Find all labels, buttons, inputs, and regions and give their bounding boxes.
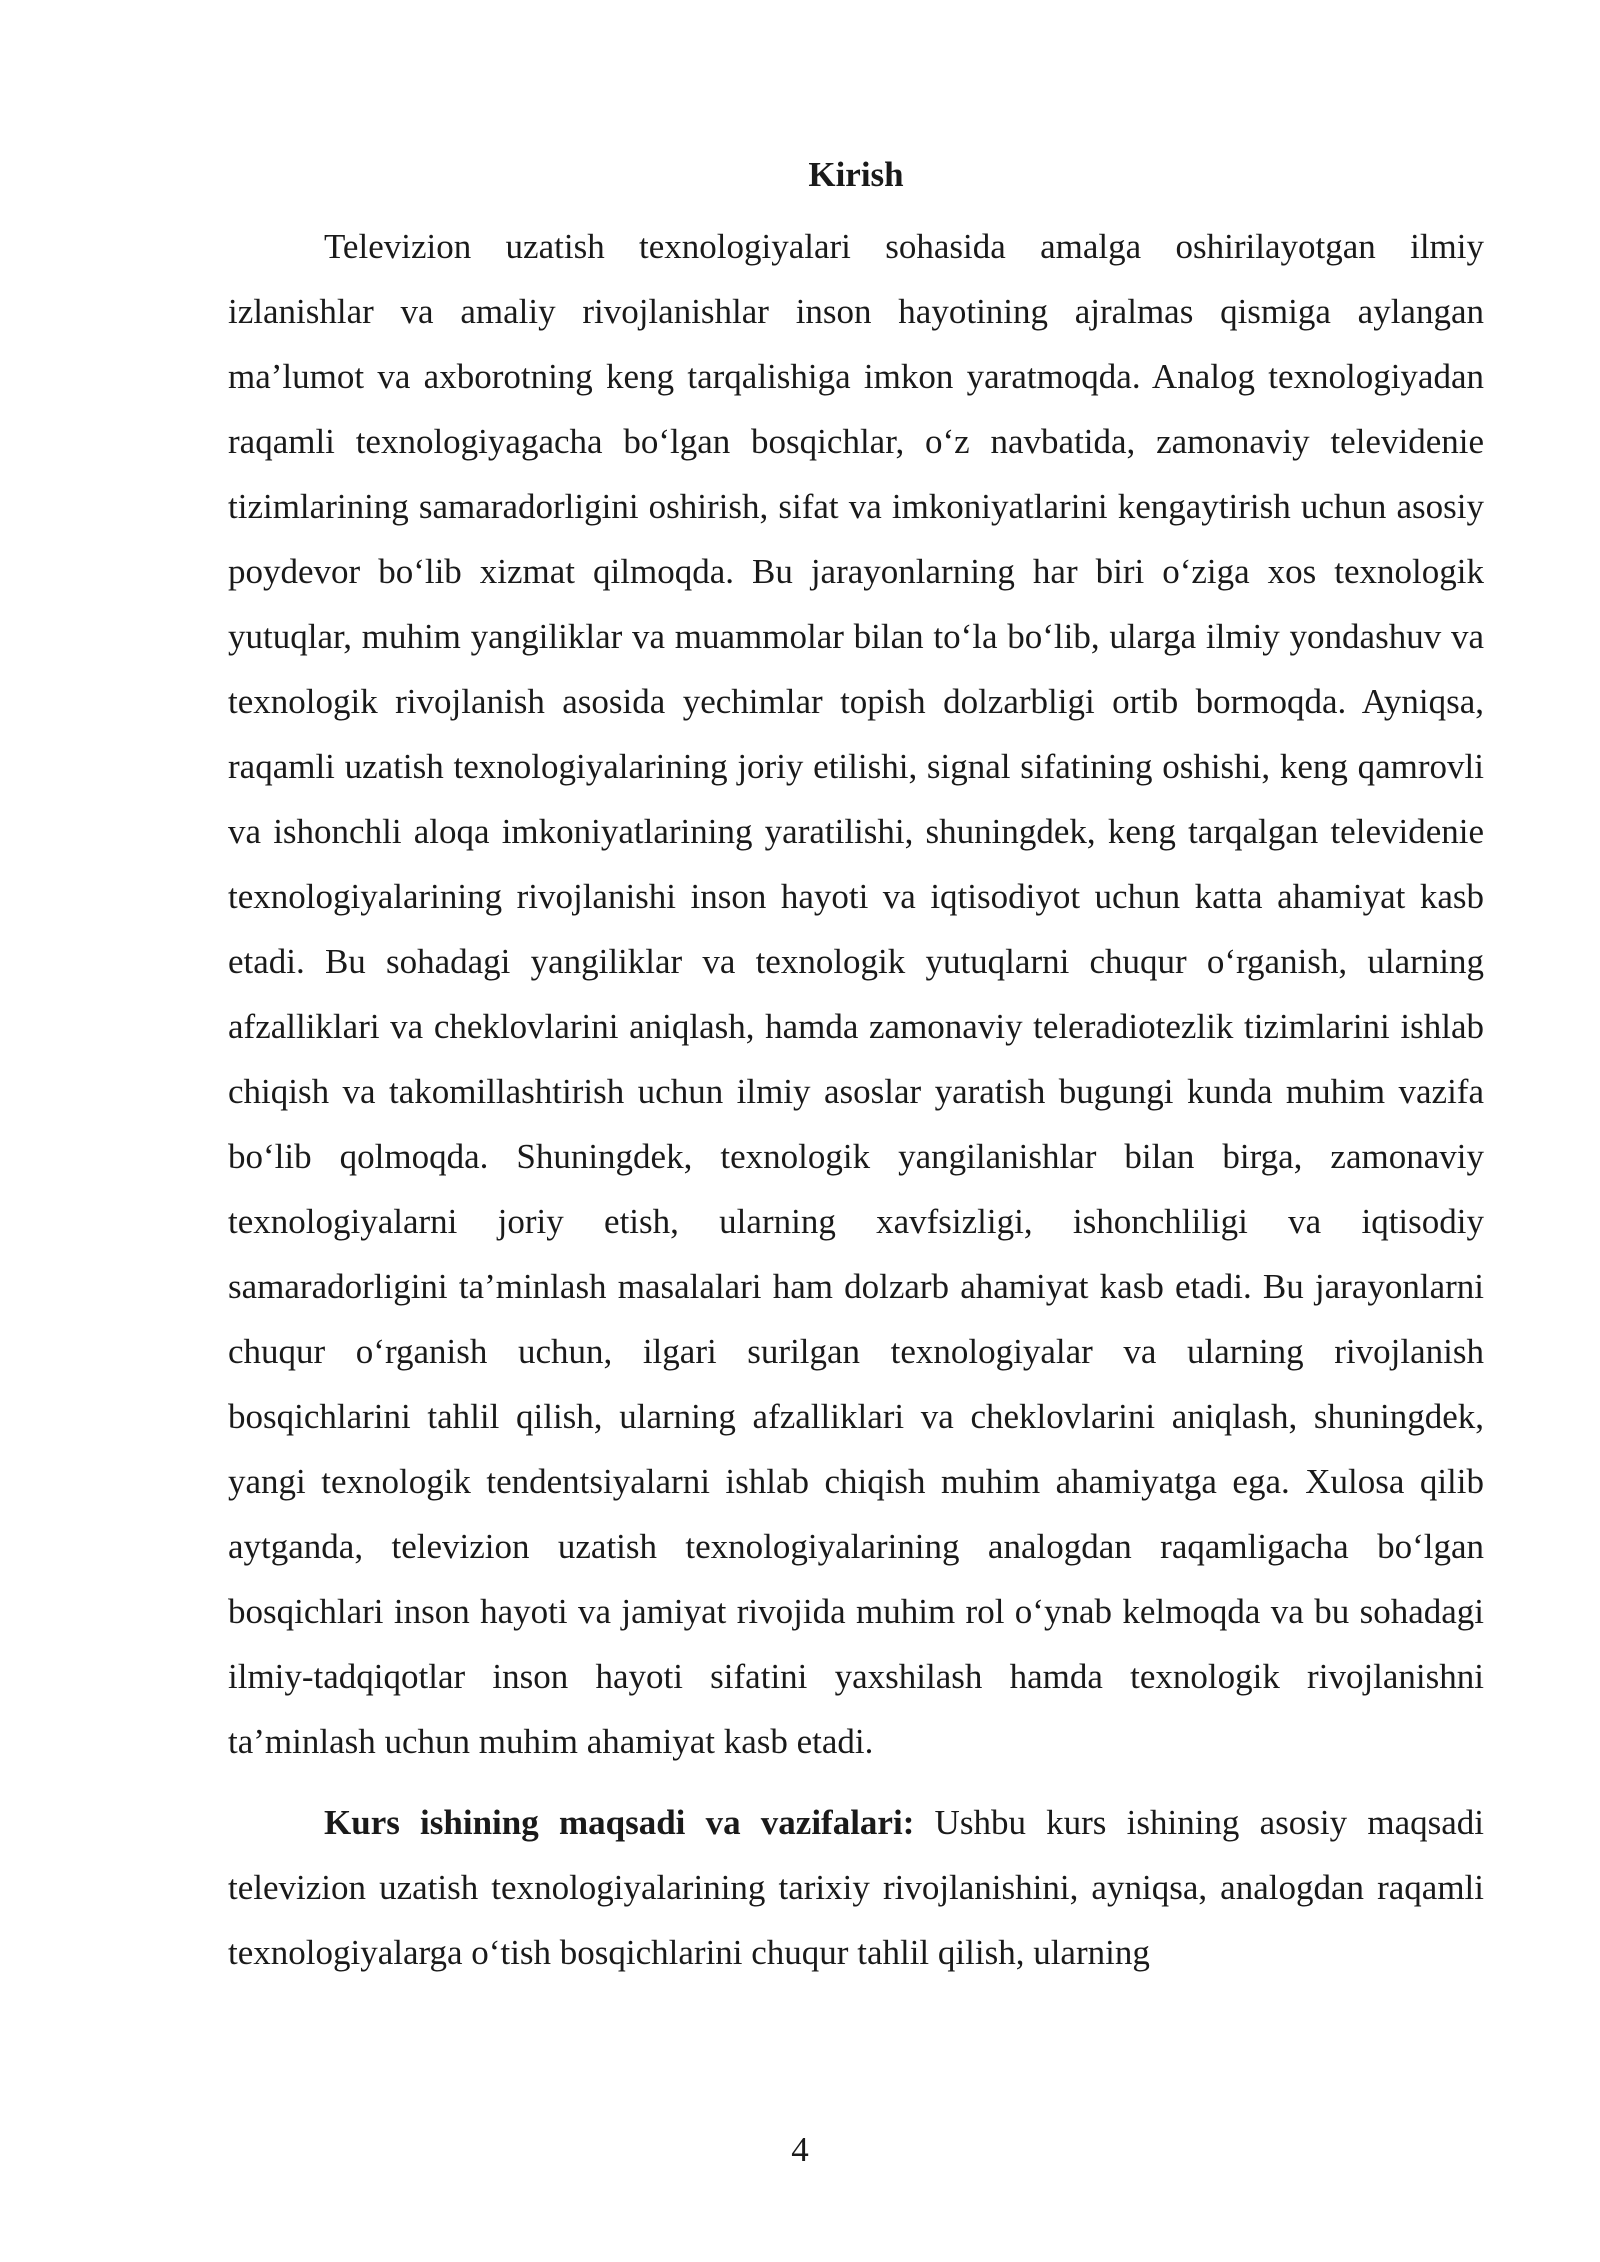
goals-text: Ushbu kurs ishining asosiy maqsadi televizion uzatish texnologiyalarining tarixiy rivojlanishini, ayniqsa, analogdan raqamli texnologiyalarga o‘tish bosqichlarini chuqur tahlil qilish, ularning	[228, 1803, 1484, 1972]
intro-paragraph: Televizion uzatish texnologiyalari sohasida amalga oshirilayotgan ilmiy izlanishlar va amaliy rivojlanishlar inson hayotining ajralmas qismiga aylangan ma’lumot va axborotning keng tarqalishiga imkon yaratmoqda. Analog texnologiyadan raqamli texnologiyagacha bo‘lgan bosqichlar, o‘z navbatida, zamonaviy televidenie tizimlarining samaradorligini oshirish, sifat va imkoniyatlarini kengaytirish uchun asosiy poydevor bo‘lib xizmat qilmoqda. Bu jarayonlarning har biri o‘ziga xos texnologik yutuqlar, muhim yangiliklar va muammolar bilan to‘la bo‘lib, ularga ilmiy yondashuv va texnologik rivojlanish asosida yechimlar topish dolzarbligi ortib bormoqda. Ayniqsa, raqamli uzatish texnologiyalarining joriy etilishi, signal sifatining oshishi, keng qamrovli va ishonchli aloqa imkoniyatlarining yaratilishi, shuningdek, keng tarqalgan televidenie texnologiyalarining rivojlanishi inson hayoti va iqtisodiyot uchun katta ahamiyat kasb etadi. Bu sohadagi yangiliklar va texnologik yutuqlarni chuqur o‘rganish, ularning afzalliklari va cheklovlarini aniqlash, hamda zamonaviy teleradiotezlik tizimlarini ishlab chiqish va takomillashtirish uchun ilmiy asoslar yaratish bugungi kunda muhim vazifa bo‘lib qolmoqda. Shuningdek, texnologik yangilanishlar bilan birga, zamonaviy texnologiyalarni joriy etish, ularning xavfsizligi, ishonchliligi va iqtisodiy samaradorligini ta’minlash masalalari ham dolzarb ahamiyat kasb etadi. Bu jarayonlarni chuqur o‘rganish uchun, ilgari surilgan texnologiyalar va ularning rivojlanish bosqichlarini tahlil qilish, ularning afzalliklari va cheklovlarini aniqlash, shuningdek, yangi texnologik tendentsiyalarni ishlab chiqish muhim ahamiyatga ega. Xulosa qilib aytganda, televizion uzatish texnologiyalarining analogdan raqamligacha bo‘lgan bosqichlari inson hayoti va jamiyat rivojida muhim rol o‘ynab kelmoqda va bu sohadagi ilmiy-tadqiqotlar inson hayoti sifatini yaxshilash hamda texnologik rivojlanishni ta’minlash uchun muhim ahamiyat kasb etadi.	[228, 227, 1484, 1761]
page-content	[228, 150, 1484, 1985]
goals-paragraph	[228, 1790, 1484, 1985]
goals-lead: Kurs ishining maqsadi va vazifalari:	[324, 1803, 915, 1842]
section-heading: Kirish	[808, 155, 904, 194]
page-number: 4	[791, 2130, 809, 2169]
